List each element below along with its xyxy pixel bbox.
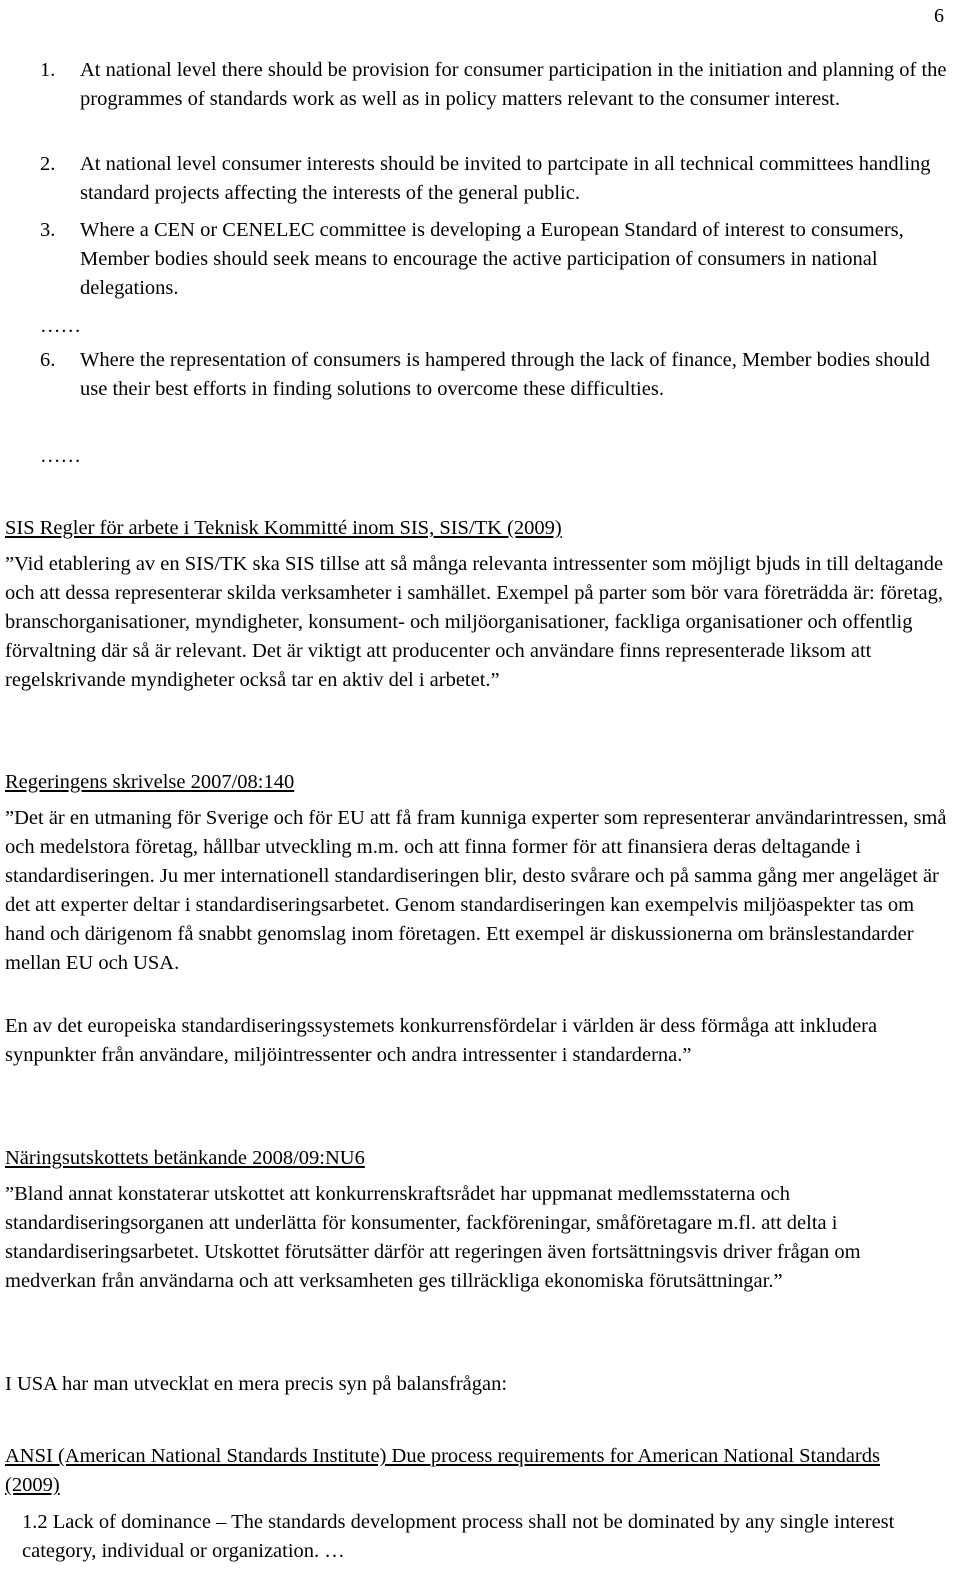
regeringen-quote-paragraph-2: En av det europeiska standardiseringssystemets konkurrensfördelar i världen är dess förmåga att inkludera synpunkter från användare, miljöintressenter och andra intressenter i standarderna.” <box>5 1015 878 1066</box>
consumer-guidelines-list <box>40 346 950 404</box>
list-item-number: 2. <box>40 153 56 175</box>
ansi-item: 1.2 Lack of dominance – The standards development process shall not be dominated by any single interest category, individual or organization. … <box>22 1511 895 1562</box>
sis-quote: ”Vid etablering av en SIS/TK ska SIS tillse att så många relevanta intressenter som möjligt bjuds in till deltagande och att dessa representerar skilda verksamheter i samhället. Exempel på parter som bör vara företrädda är: företag, branschorganisationer, myndigheter, konsument- och miljöorganisationer, fackliga organisationer och offentlig förvaltning där så är relevant. Det är viktigt att producenter och användare finns representerade liksom att regelskrivande myndigheter också tar en aktiv del i arbetet.” <box>5 553 944 691</box>
list-item <box>40 56 950 114</box>
usa-intro: I USA har man utvecklat en mera precis syn på balansfrågan: <box>5 1373 508 1395</box>
omission-ellipsis: …… <box>40 315 81 337</box>
list-item-text: Where the representation of consumers is hampered through the lack of finance, Member bodies should use their best efforts in finding solutions to overcome these difficulties. <box>80 349 930 400</box>
list-item <box>40 216 950 303</box>
consumer-guidelines-list <box>40 150 950 208</box>
sis-heading: SIS Regler för arbete i Teknisk Kommitté inom SIS, SIS/TK (2009) <box>5 517 562 539</box>
page-number: 6 <box>934 5 944 27</box>
list-item-text: At national level there should be provision for consumer participation in the initiation and planning of the programmes of standards work as well as in policy matters relevant to the consumer interest. <box>80 59 947 110</box>
consumer-guidelines-list <box>40 56 950 114</box>
list-item-number: 1. <box>40 59 56 81</box>
naringsutskottet-heading: Näringsutskottets betänkande 2008/09:NU6 <box>5 1147 365 1169</box>
regeringen-heading: Regeringens skrivelse 2007/08:140 <box>5 771 295 793</box>
list-item-number: 3. <box>40 219 56 241</box>
list-item-text: At national level consumer interests should be invited to partcipate in all technical committees handling standard projects affecting the interests of the general public. <box>80 153 931 204</box>
omission-ellipsis: …… <box>40 445 81 467</box>
list-item-number: 6. <box>40 349 56 371</box>
naringsutskottet-quote: ”Bland annat konstaterar utskottet att konkurrenskraftsrådet har uppmanat medlemsstaterna och standardiseringsorganen att underlätta för konsumenter, fackföreningar, småföretagare m.fl. att delta i standardiseringsarbetet. Utskottet förutsätter därför att regeringen även fortsättningsvis driver frågan om medverkan från användarna och att verksamheten ges tillräckliga ekonomiska förutsättningar.” <box>5 1183 861 1292</box>
consumer-guidelines-list <box>40 216 950 303</box>
list-item-text: Where a CEN or CENELEC committee is developing a European Standard of interest to consumers, Member bodies should seek means to encourage the active participation of consumers in national delegations. <box>80 219 904 299</box>
regeringen-quote-paragraph-1: ”Det är en utmaning för Sverige och för EU att få fram kunniga experter som representerar användarintressen, små och medelstora företag, hållbar utveckling m.m. och att finna former för att finansiera deras deltagande i standardiseringen. Ju mer internationell standardiseringen blir, desto svårare och på samma gång mer angeläget är det att experter deltar i standardiseringsarbetet. Genom standardiseringen kan exempelvis miljöaspekter tas om hand och därigenom få snabbt genomslag inom företagen. Ett exempel är diskussionerna om bränslestandarder mellan EU och USA. <box>5 807 947 974</box>
list-item <box>40 150 950 208</box>
list-item <box>40 346 950 404</box>
ansi-heading: ANSI (American National Standards Institute) Due process requirements for American National Standards (2009) <box>5 1445 880 1496</box>
